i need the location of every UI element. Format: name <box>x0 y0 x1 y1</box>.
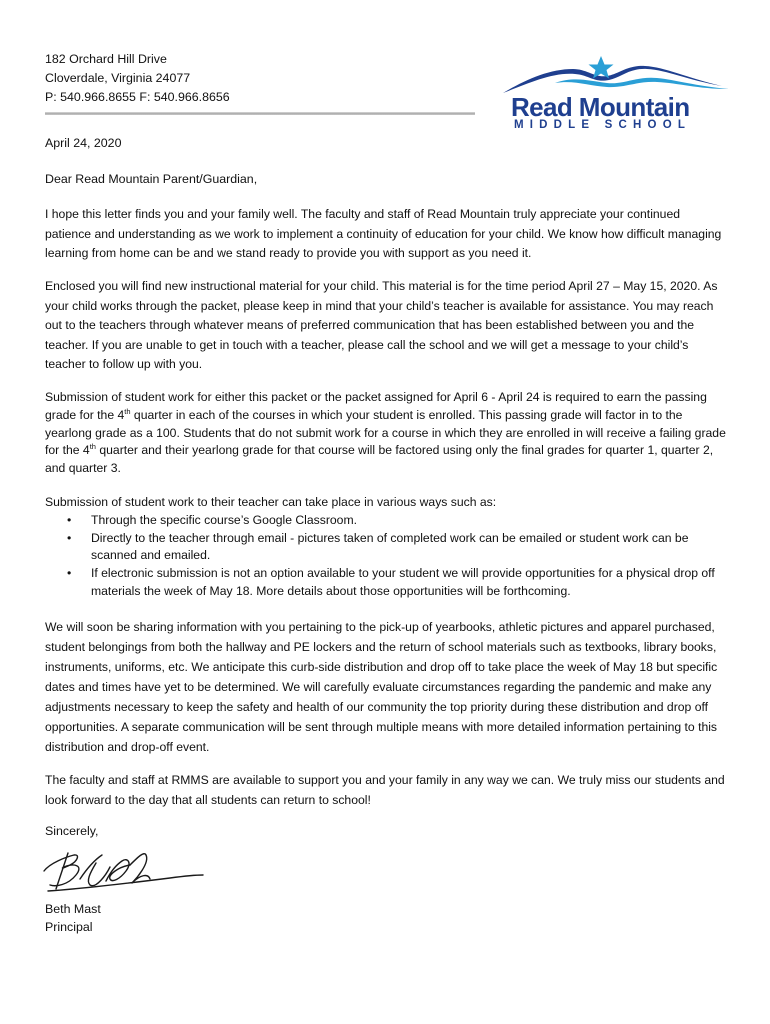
paragraph-pickup <box>45 617 727 757</box>
grading-part-2: quarter in each of the courses in which your student is enrolled. This passing grade will factor in to the yearlong grade as a 100. Students that do not submit work for a course in which they are enrolled in will receive a failing grade for the 4 <box>45 407 726 458</box>
submission-methods-list <box>45 512 727 601</box>
address-street: 182 Orchard Hill Drive <box>45 52 167 66</box>
address-city: Cloverdale, Virginia 24077 <box>45 71 191 85</box>
paragraph-support-text: The faculty and staff at RMMS are available to support you and your family in any way we can. We truly miss our students and look forward to the day that all students can return to school! <box>45 773 725 807</box>
letter-date: April 24, 2020 <box>45 136 122 150</box>
paragraph-pickup-text: We will soon be sharing information with you pertaining to the pick-up of yearbooks, athletic pictures and apparel purchased, student belongings from both the hallway and PE lockers and the return of school materials such as textbooks, library books, instruments, uniforms, etc. We anticipate this curb-side distribution and drop off to take place the week of May 18 but specific dates and times have yet to be determined. We will carefully evaluate circumstances regarding the pandemic and make any adjustments necessary to keep the safety and health of our community the top priority during these distribution and drop off opportunities. A separate communication will be sent through multiple means with more detailed information pertaining to this distribution and drop-off event. <box>45 620 718 754</box>
list-item: • If electronic submission is not an option available to your student we will provide opportunities for a physical drop off materials the week of May 18. More details about those opportunities will be forthcoming. <box>45 565 727 601</box>
signer-name: Beth Mast <box>45 902 101 916</box>
grading-part-3: quarter and their yearlong grade for that course will be factored using only the final grades for quarter 1, quarter 2, and quarter 3. <box>45 443 714 476</box>
grading-superscript-2: th <box>89 442 96 452</box>
paragraph-support <box>45 770 727 810</box>
header-divider <box>45 112 475 115</box>
signer-block <box>45 900 101 936</box>
school-logo <box>497 56 737 136</box>
handwritten-signature <box>40 845 205 901</box>
paragraph-grading-text <box>45 389 727 478</box>
logo-school-subtitle: MIDDLE SCHOOL <box>514 119 692 131</box>
letter-closing: Sincerely, <box>45 824 99 838</box>
paragraph-submission <box>45 494 727 601</box>
logo-school-name: Read Mountain <box>511 92 690 122</box>
grading-superscript-1: th <box>124 406 131 416</box>
paragraph-materials <box>45 277 727 375</box>
list-item: • Directly to the teacher through email - pictures taken of completed work can be emailed or student work can be scanned and emailed. <box>45 530 727 566</box>
sender-address <box>45 50 230 107</box>
letter-salutation: Dear Read Mountain Parent/Guardian, <box>45 172 258 186</box>
paragraph-grading <box>45 389 727 478</box>
list-item: • Through the specific course’s Google Classroom. <box>45 512 727 530</box>
mountain-star-icon <box>497 56 737 96</box>
paragraph-intro <box>45 205 727 264</box>
signer-title: Principal <box>45 920 93 934</box>
address-phone-fax: P: 540.966.8655 F: 540.966.8656 <box>45 90 230 104</box>
paragraph-intro-text: I hope this letter finds you and your family well. The faculty and staff of Read Mountain truly appreciate your continued patience and understanding as we work to implement a continuity of education for your child. We know how difficult managing learning from home can be and we stand ready to provide you with support as you need it. <box>45 207 722 260</box>
paragraph-materials-text: Enclosed you will find new instructional material for your child. This material is for the time period April 27 – May 15, 2020. As your child works through the packet, please keep in mind that your child’s teacher is available for assistance. You may reach out to the teachers through whatever means of preferred communication that has been established between you and the teacher. If you are unable to get in touch with a teacher, please call the school and we will get a message to your child’s teacher to follow up with you. <box>45 279 718 371</box>
grading-part-1: Submission of student work for either this packet or the packet assigned for April 6 - April 24 is required to earn the passing grade for the 4 <box>45 390 707 422</box>
submission-intro: Submission of student work to their teacher can take place in various ways such as: <box>45 495 497 509</box>
